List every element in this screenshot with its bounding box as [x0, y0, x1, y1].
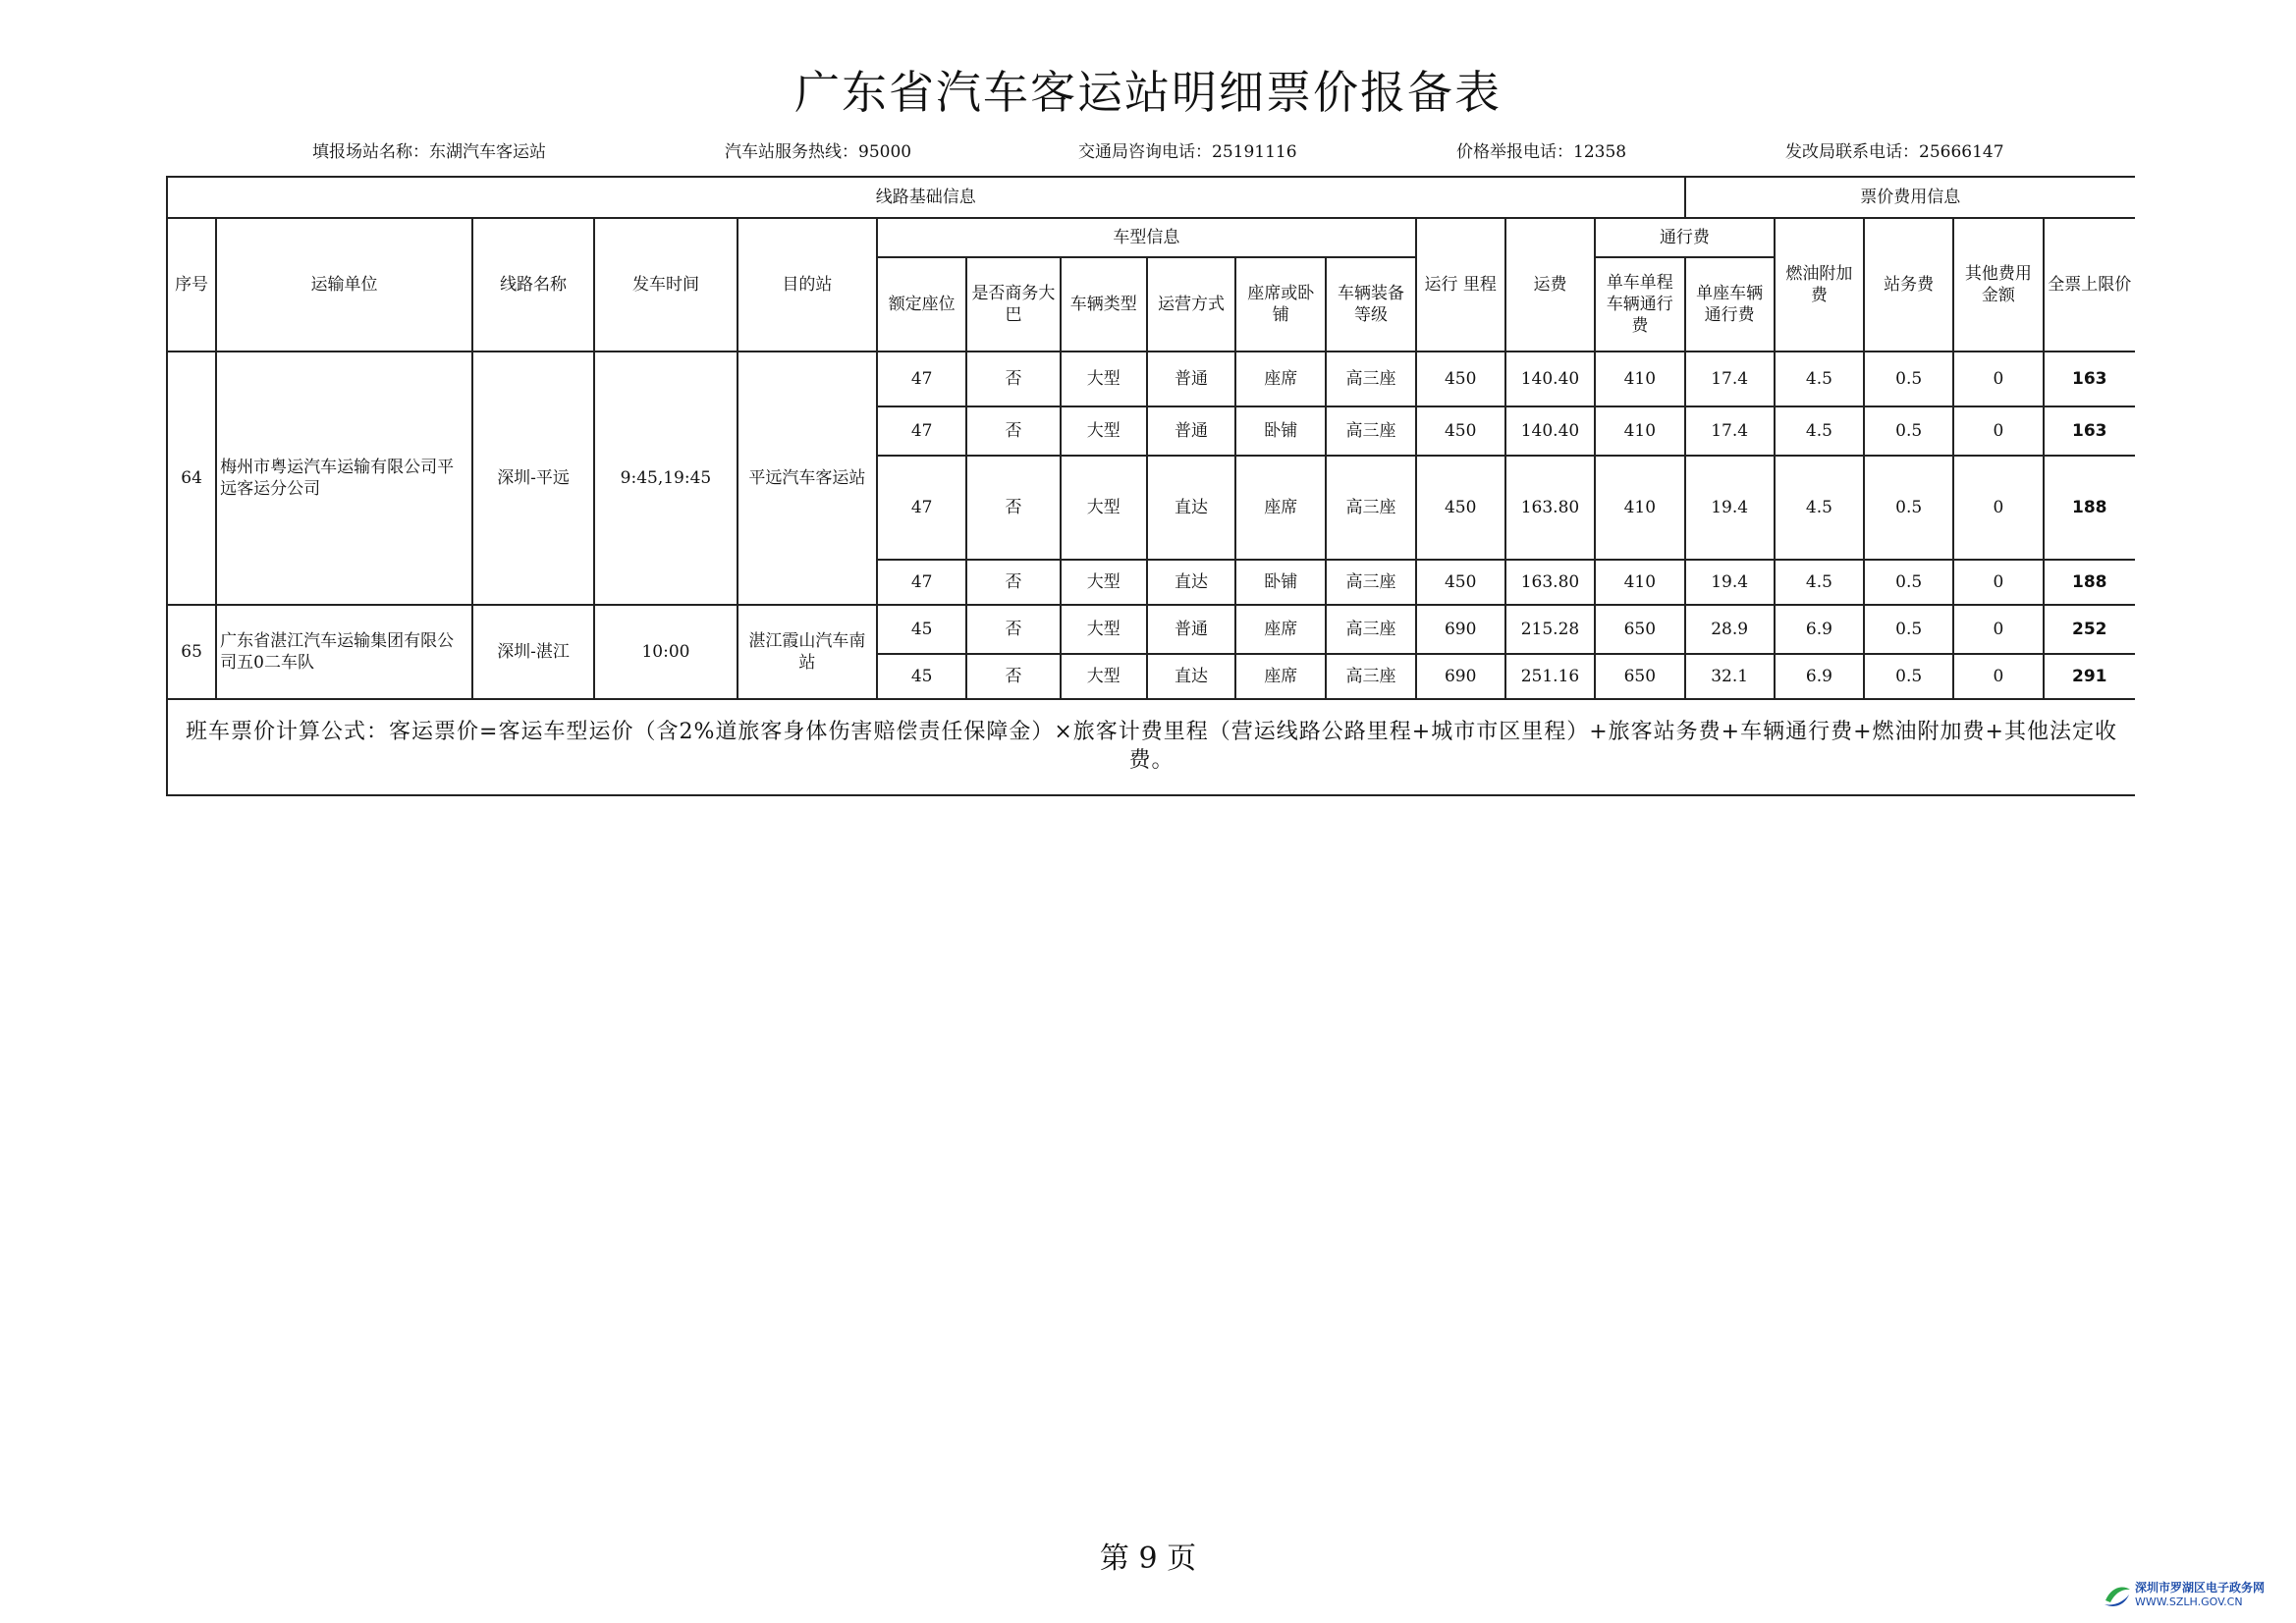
business-cell: 否	[966, 456, 1060, 560]
grade-header: 车辆装备等级	[1326, 257, 1415, 352]
vehicle-type-header: 车辆类型	[1061, 257, 1147, 352]
fuel-cell: 4.5	[1775, 560, 1864, 605]
price-cap-cell: 188	[2044, 560, 2135, 605]
fare-table	[166, 176, 2135, 796]
price-cap-cell: 188	[2044, 456, 2135, 560]
station-fee-cell: 0.5	[1864, 560, 1953, 605]
grade-cell: 高三座	[1326, 560, 1415, 605]
mode-cell: 直达	[1147, 560, 1235, 605]
grade-cell: 高三座	[1326, 456, 1415, 560]
vehicle-type-cell: 大型	[1061, 654, 1147, 699]
dest-header: 目的站	[738, 218, 877, 352]
fare-cell: 163.80	[1505, 560, 1595, 605]
other-fee-cell: 0	[1953, 406, 2043, 456]
operation-mode-header: 运营方式	[1147, 257, 1235, 352]
fare-cell: 140.40	[1505, 352, 1595, 406]
other-fee-header: 其他费用金额	[1953, 218, 2043, 352]
fare-info-header: 票价费用信息	[1685, 177, 2135, 218]
table-row	[167, 605, 2135, 654]
fuel-cell: 4.5	[1775, 352, 1864, 406]
fare-cell: 163.80	[1505, 456, 1595, 560]
price-cap-header: 全票上限价	[2044, 218, 2135, 352]
toll-vehicle-cell: 650	[1595, 654, 1684, 699]
depart-cell: 9:45,19:45	[594, 352, 737, 605]
distance-cell: 450	[1416, 352, 1505, 406]
distance-cell: 450	[1416, 406, 1505, 456]
vehicle-type-cell: 大型	[1061, 560, 1147, 605]
route-info-header: 线路基础信息	[167, 177, 1685, 218]
logo-text-cn: 深圳市罗湖区电子政务网	[2135, 1581, 2266, 1595]
carrier-header: 运输单位	[216, 218, 472, 352]
toll-seat-cell: 19.4	[1685, 560, 1775, 605]
fuel-header: 燃油附加费	[1775, 218, 1864, 352]
vehicle-type-cell: 大型	[1061, 352, 1147, 406]
mode-cell: 普通	[1147, 605, 1235, 654]
toll-vehicle-cell: 410	[1595, 352, 1684, 406]
other-fee-cell: 0	[1953, 560, 2043, 605]
price-cap-cell: 163	[2044, 406, 2135, 456]
station-name: 填报场站名称：东湖汽车客运站	[312, 142, 546, 162]
toll-vehicle-cell: 410	[1595, 406, 1684, 456]
vehicle-type-cell: 大型	[1061, 456, 1147, 560]
toll-seat-cell: 19.4	[1685, 456, 1775, 560]
distance-cell: 450	[1416, 560, 1505, 605]
price-cap-cell: 291	[2044, 654, 2135, 699]
toll-seat-cell: 32.1	[1685, 654, 1775, 699]
mode-cell: 直达	[1147, 654, 1235, 699]
business-bus-header: 是否商务大巴	[966, 257, 1060, 352]
berth-cell: 座席	[1235, 456, 1326, 560]
seq-cell: 64	[167, 352, 216, 605]
other-fee-cell: 0	[1953, 654, 2043, 699]
toll-seat-header: 单座车辆通行费	[1685, 257, 1775, 352]
logo-text-url: WWW.SZLH.GOV.CN	[2135, 1596, 2243, 1608]
toll-vehicle-cell: 650	[1595, 605, 1684, 654]
route-header: 线路名称	[472, 218, 594, 352]
page-number: 第 9 页	[1099, 1542, 1197, 1576]
distance-cell: 690	[1416, 605, 1505, 654]
station-fee-header: 站务费	[1864, 218, 1953, 352]
fuel-cell: 6.9	[1775, 654, 1864, 699]
toll-seat-cell: 17.4	[1685, 406, 1775, 456]
fuel-cell: 4.5	[1775, 456, 1864, 560]
toll-vehicle-cell: 410	[1595, 456, 1684, 560]
berth-cell: 卧铺	[1235, 560, 1326, 605]
price-report-phone: 价格举报电话：12358	[1456, 142, 1627, 162]
business-cell: 否	[966, 560, 1060, 605]
seats-cell: 45	[877, 605, 966, 654]
grade-cell: 高三座	[1326, 654, 1415, 699]
toll-vehicle-header: 单车单程车辆通行费	[1595, 257, 1684, 352]
depart-header: 发车时间	[594, 218, 737, 352]
station-fee-cell: 0.5	[1864, 352, 1953, 406]
price-cap-cell: 252	[2044, 605, 2135, 654]
other-fee-cell: 0	[1953, 352, 2043, 406]
business-cell: 否	[966, 406, 1060, 456]
dest-cell: 平远汽车客运站	[738, 352, 877, 605]
station-fee-cell: 0.5	[1864, 456, 1953, 560]
distance-cell: 690	[1416, 654, 1505, 699]
other-fee-cell: 0	[1953, 456, 2043, 560]
seats-cell: 47	[877, 352, 966, 406]
grade-cell: 高三座	[1326, 406, 1415, 456]
service-hotline: 汽车站服务热线：95000	[725, 142, 912, 162]
vehicle-info-header: 车型信息	[877, 218, 1416, 257]
fare-formula: 班车票价计算公式：客运票价=客运车型运价（含2%道旅客身体伤害赔偿责任保障金）×旅客计费里程（营运线路公路里程+城市市区里程）+旅客站务费+车辆通行费+燃油附加费+其他法定收费。	[167, 699, 2135, 795]
table-row	[167, 352, 2135, 406]
seq-cell: 65	[167, 605, 216, 699]
fare-header: 运费	[1505, 218, 1595, 352]
berth-cell: 座席	[1235, 352, 1326, 406]
berth-cell: 座席	[1235, 605, 1326, 654]
depart-cell: 10:00	[594, 605, 737, 699]
station-fee-cell: 0.5	[1864, 406, 1953, 456]
fare-cell: 251.16	[1505, 654, 1595, 699]
toll-seat-cell: 28.9	[1685, 605, 1775, 654]
route-cell: 深圳-平远	[472, 352, 594, 605]
site-logo	[2102, 1579, 2288, 1616]
vehicle-type-cell: 大型	[1061, 406, 1147, 456]
fare-table-wrapper	[166, 176, 2135, 796]
business-cell: 否	[966, 654, 1060, 699]
business-cell: 否	[966, 605, 1060, 654]
seats-cell: 45	[877, 654, 966, 699]
fare-cell: 140.40	[1505, 406, 1595, 456]
document-title: 广东省汽车客运站明细票价报备表	[794, 66, 1502, 119]
seats-cell: 47	[877, 406, 966, 456]
ndrc-phone: 发改局联系电话：25666147	[1785, 142, 2004, 162]
seats-cell: 47	[877, 560, 966, 605]
seats-header: 额定座位	[877, 257, 966, 352]
dest-cell: 湛江霞山汽车南站	[738, 605, 877, 699]
info-line	[0, 137, 2296, 161]
toll-header: 通行费	[1595, 218, 1775, 257]
seat-berth-header: 座席或卧铺	[1235, 257, 1326, 352]
distance-header: 运行 里程	[1416, 218, 1505, 352]
mode-cell: 普通	[1147, 352, 1235, 406]
station-fee-cell: 0.5	[1864, 605, 1953, 654]
szlh-logo-icon	[2102, 1581, 2133, 1610]
grade-cell: 高三座	[1326, 352, 1415, 406]
vehicle-type-cell: 大型	[1061, 605, 1147, 654]
traffic-bureau-phone: 交通局咨询电话：25191116	[1078, 142, 1297, 162]
mode-cell: 普通	[1147, 406, 1235, 456]
mode-cell: 直达	[1147, 456, 1235, 560]
fare-cell: 215.28	[1505, 605, 1595, 654]
seats-cell: 47	[877, 456, 966, 560]
toll-seat-cell: 17.4	[1685, 352, 1775, 406]
berth-cell: 卧铺	[1235, 406, 1326, 456]
business-cell: 否	[966, 352, 1060, 406]
toll-vehicle-cell: 410	[1595, 560, 1684, 605]
route-cell: 深圳-湛江	[472, 605, 594, 699]
carrier-cell: 广东省湛江汽车运输集团有限公司五0二车队	[216, 605, 472, 699]
price-cap-cell: 163	[2044, 352, 2135, 406]
station-fee-cell: 0.5	[1864, 654, 1953, 699]
berth-cell: 座席	[1235, 654, 1326, 699]
fuel-cell: 6.9	[1775, 605, 1864, 654]
grade-cell: 高三座	[1326, 605, 1415, 654]
seq-header: 序号	[167, 218, 216, 352]
fuel-cell: 4.5	[1775, 406, 1864, 456]
distance-cell: 450	[1416, 456, 1505, 560]
carrier-cell: 梅州市粤运汽车运输有限公司平远客运分公司	[216, 352, 472, 605]
other-fee-cell: 0	[1953, 605, 2043, 654]
